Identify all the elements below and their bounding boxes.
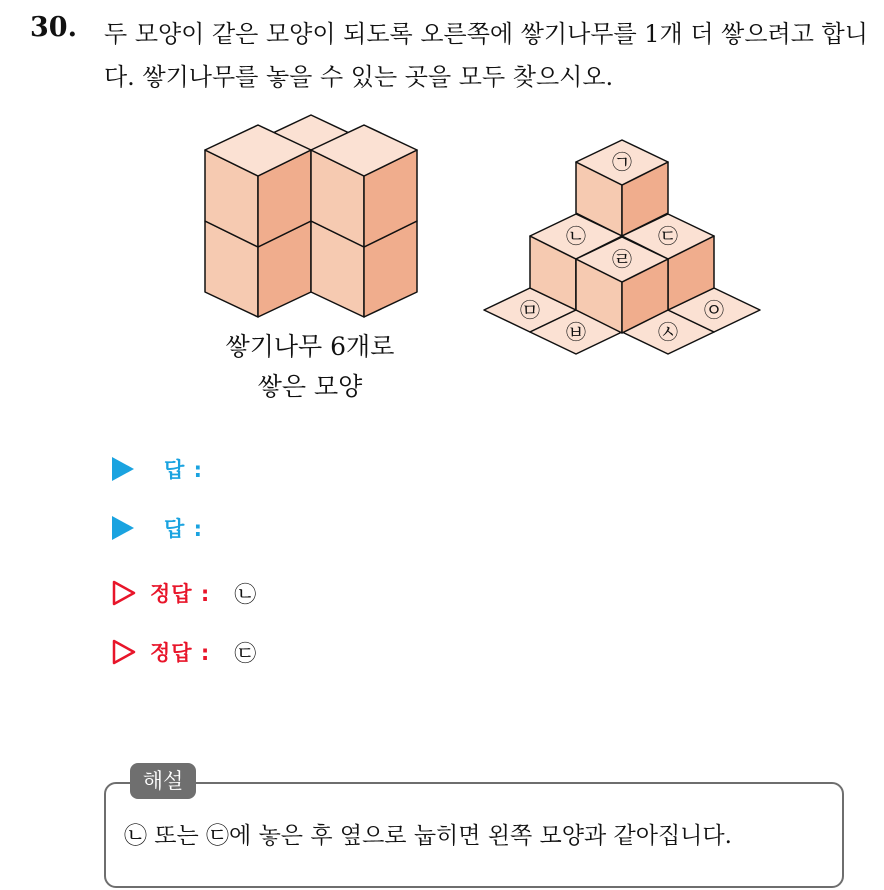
marker-rieul: ㉣ xyxy=(612,247,632,271)
question-number: 30. xyxy=(30,12,77,43)
figure xyxy=(0,0,884,410)
correct-row-1 xyxy=(112,576,256,610)
figure-caption xyxy=(180,327,440,407)
solution-tag: 해설 xyxy=(130,763,196,799)
outline-triangle-icon xyxy=(112,639,136,665)
play-triangle-icon xyxy=(112,516,134,540)
correct-value: ㉡ xyxy=(234,582,257,608)
caption-line-2: 쌓은 모양 xyxy=(257,372,363,401)
marker-mieum: ㉤ xyxy=(520,298,540,322)
answer-row-2 xyxy=(112,511,227,545)
marker-siot: ㉦ xyxy=(658,320,678,344)
marker-nieun: ㉡ xyxy=(566,224,586,248)
question-text: 두 모양이 같은 모양이 되도록 오른쪽에 쌓기나무를 1개 더 쌓으려고 합니다. 쌓기나무를 놓을 수 있는 곳을 모두 찾으시오. xyxy=(104,20,868,91)
cube-stack-left xyxy=(205,115,417,317)
answer-label: 답 : xyxy=(164,458,203,482)
correct-value: ㉢ xyxy=(234,641,257,667)
correct-label: 정답 : xyxy=(150,582,211,606)
answer-label: 답 : xyxy=(164,517,203,541)
caption-line-1: 쌓기나무 6개로 xyxy=(225,332,395,361)
correct-label: 정답 : xyxy=(150,641,211,665)
marker-ieung: ㉧ xyxy=(704,298,724,322)
marker-giyeok: ㉠ xyxy=(612,150,632,174)
answer-row-1 xyxy=(112,452,227,486)
marker-bieup: ㉥ xyxy=(566,320,586,344)
solution-text: ㉡ 또는 ㉢에 놓은 후 옆으로 눕히면 왼쪽 모양과 같아집니다. xyxy=(124,823,732,849)
correct-row-2 xyxy=(112,635,256,669)
marker-digeut: ㉢ xyxy=(658,224,678,248)
play-triangle-icon xyxy=(112,457,134,481)
outline-triangle-icon xyxy=(112,580,136,606)
